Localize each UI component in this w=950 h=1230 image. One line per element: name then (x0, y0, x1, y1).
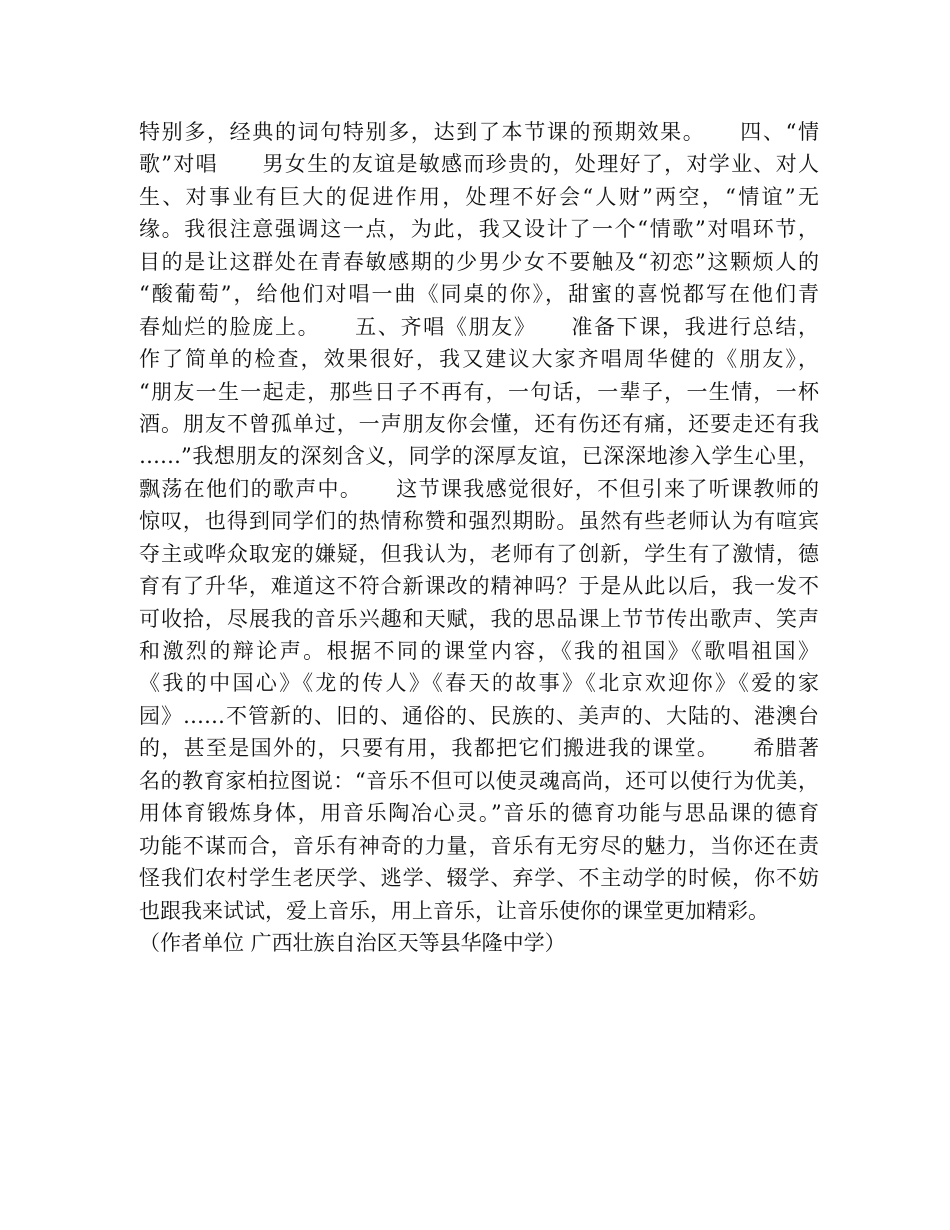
text-line: 园》……不管新的、旧的、通俗的、民族的、美声的、大陆的、港澳台 (139, 703, 819, 728)
author-affiliation: （作者单位 广西壮族自治区天等县华隆中学） (139, 930, 566, 955)
text-line: 缘。我很注意强调这一点，为此，我又设计了一个“情歌”对唱环节， (139, 217, 819, 242)
text-line: 特别多，经典的词句特别多，达到了本节课的预期效果。 四、“情 (139, 120, 819, 144)
text-line: 也跟我来试试，爱上音乐，用上音乐，让音乐使你的课堂更加精彩。 (139, 898, 769, 923)
text-line: 名的教育家柏拉图说：“音乐不但可以使灵魂高尚，还可以使行为优美， (139, 768, 819, 793)
text-line: 可收拾，尽展我的音乐兴趣和天赋，我的思品课上节节传出歌声、笑声 (139, 606, 819, 631)
text-line: 惊叹，也得到同学们的热情称赞和强烈期盼。虽然有些老师认为有喧宾 (139, 509, 819, 534)
text-line: “酸葡萄”，给他们对唱一曲《同桌的你》，甜蜜的喜悦都写在他们青 (139, 282, 819, 307)
text-line: 育有了升华，难道这不符合新课改的精神吗？于是从此以后，我一发不 (139, 574, 819, 599)
text-line: 目的是让这群处在青春敏感期的少男少女不要触及“初恋”这颗烦人的 (139, 249, 819, 274)
text-line: 生、对事业有巨大的促进作用，处理不好会“人财”两空，“情谊”无 (139, 184, 819, 209)
text-line: 《我的中国心》《龙的传人》《春天的故事》《北京欢迎你》《爱的家 (139, 671, 819, 696)
text-line: “朋友一生一起走，那些日子不再有，一句话，一辈子，一生情，一杯 (139, 379, 819, 404)
text-line: ……”我想朋友的深刻含义，同学的深厚友谊，已深深地渗入学生心里， (139, 444, 819, 469)
text-line: 和激烈的辩论声。根据不同的课堂内容，《我的祖国》《歌唱祖国》 (139, 639, 819, 663)
text-line: 春灿烂的脸庞上。 五、齐唱《朋友》 准备下课，我进行总结， (139, 314, 819, 339)
text-line: 酒。朋友不曾孤单过，一声朋友你会懂，还有伤还有痛，还要走还有我 (139, 411, 819, 436)
text-line: 怪我们农村学生老厌学、逃学、辍学、弃学、不主动学的时候，你不妨 (139, 866, 819, 891)
text-line: 作了简单的检查，效果很好，我又建议大家齐唱周华健的《朋友》， (139, 347, 819, 372)
text-line: 歌”对唱 男女生的友谊是敏感而珍贵的，处理好了，对学业、对人 (139, 152, 819, 177)
text-line: 飘荡在他们的歌声中。 这节课我感觉很好，不但引来了听课教师的 (139, 476, 819, 501)
text-line: 夺主或哗众取宠的嫌疑，但我认为，老师有了创新，学生有了激情，德 (139, 541, 819, 566)
text-line: 功能不谋而合，音乐有神奇的力量，音乐有无穷尽的魅力，当你还在责 (139, 833, 819, 858)
article-body (139, 116, 819, 959)
text-line: 用体育锻炼身体，用音乐陶冶心灵。”音乐的德育功能与思品课的德育 (139, 801, 819, 826)
text-line: 的，甚至是国外的，只要有用，我都把它们搬进我的课堂。 希腊著 (139, 736, 819, 761)
